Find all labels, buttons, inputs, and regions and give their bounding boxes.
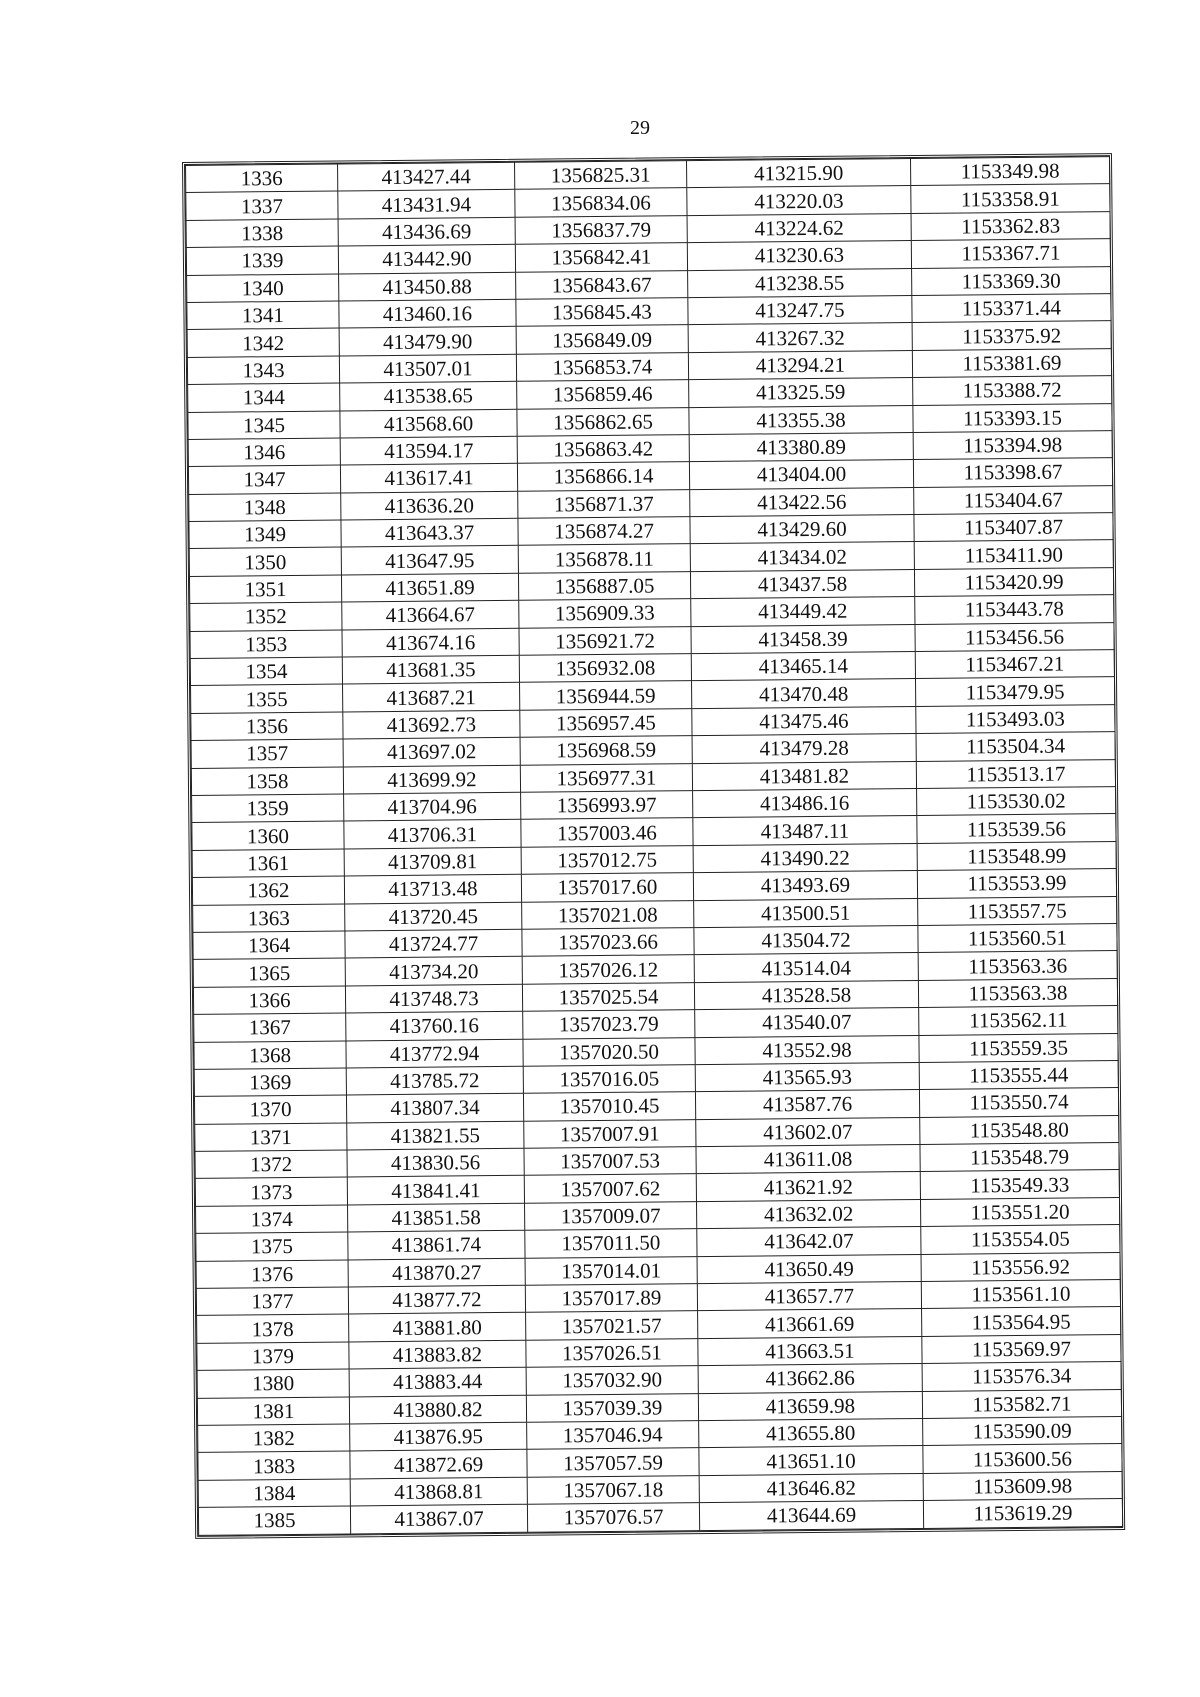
point-number-cell: 1377 [196,1287,348,1316]
x2-cell: 413487.11 [693,816,917,846]
y2-cell: 1153549.33 [920,1170,1119,1199]
y1-cell: 1357011.50 [525,1229,697,1258]
y2-cell: 1153467.21 [915,650,1114,679]
x2-cell: 413380.89 [689,432,913,462]
y1-cell: 1357010.45 [523,1092,695,1121]
x2-cell: 413224.62 [687,213,911,243]
x2-cell: 413470.48 [692,679,916,709]
x1-cell: 413442.90 [338,244,515,273]
point-number-cell: 1384 [198,1479,350,1508]
x2-cell: 413220.03 [687,186,911,216]
x1-cell: 413872.69 [350,1450,527,1479]
x1-cell: 413877.72 [348,1285,525,1314]
y2-cell: 1153369.30 [912,266,1111,295]
x2-cell: 413465.14 [691,652,915,682]
y2-cell: 1153576.34 [922,1362,1121,1391]
y1-cell: 1356887.05 [518,571,690,600]
y2-cell: 1153600.56 [923,1444,1122,1473]
x1-cell: 413880.82 [349,1395,526,1424]
y2-cell: 1153411.90 [914,540,1113,569]
x2-cell: 413514.04 [694,953,918,983]
y1-cell: 1356977.31 [520,763,692,792]
x2-cell: 413504.72 [694,925,918,955]
y2-cell: 1153550.74 [919,1088,1118,1117]
point-number-cell: 1373 [195,1177,347,1206]
y1-cell: 1356957.45 [520,708,692,737]
y1-cell: 1357007.91 [524,1119,696,1148]
y2-cell: 1153590.09 [923,1417,1122,1446]
x2-cell: 413663.51 [698,1336,922,1366]
x1-cell: 413692.73 [343,710,520,739]
point-number-cell: 1348 [189,493,341,522]
point-number-cell: 1346 [188,438,340,467]
x2-cell: 413355.38 [689,405,913,435]
x2-cell: 413230.63 [687,241,911,271]
y2-cell: 1153367.71 [911,239,1110,268]
x1-cell: 413617.41 [340,464,517,493]
x1-cell: 413748.73 [345,984,522,1013]
y2-cell: 1153609.98 [923,1471,1122,1500]
x2-cell: 413642.07 [697,1227,921,1257]
y1-cell: 1356825.31 [515,161,687,190]
point-number-cell: 1358 [191,767,343,796]
x1-cell: 413681.35 [342,655,519,684]
y2-cell: 1153530.02 [917,787,1116,816]
x2-cell: 413644.69 [699,1501,923,1531]
point-number-cell: 1354 [190,657,342,686]
y1-cell: 1356878.11 [518,544,690,573]
x2-cell: 413650.49 [697,1254,921,1284]
x1-cell: 413436.69 [338,217,515,246]
point-number-cell: 1341 [187,301,339,330]
x2-cell: 413267.32 [688,323,912,353]
point-number-cell: 1344 [188,383,340,412]
x1-cell: 413647.95 [341,546,518,575]
x2-cell: 413458.39 [691,624,915,654]
x2-cell: 413429.60 [690,515,914,545]
x2-cell: 413540.07 [695,1008,919,1038]
x2-cell: 413294.21 [688,350,912,380]
point-number-cell: 1338 [186,219,338,248]
x1-cell: 413881.80 [349,1313,526,1342]
y2-cell: 1153443.78 [915,595,1114,624]
x1-cell: 413876.95 [350,1422,527,1451]
y2-cell: 1153548.80 [920,1115,1119,1144]
point-number-cell: 1350 [189,547,341,576]
y1-cell: 1357014.01 [525,1256,697,1285]
x2-cell: 413657.77 [697,1281,921,1311]
x1-cell: 413720.45 [345,902,522,931]
x2-cell: 413661.69 [698,1309,922,1339]
y2-cell: 1153554.05 [921,1225,1120,1254]
y1-cell: 1357007.62 [524,1174,696,1203]
y1-cell: 1357017.60 [521,873,693,902]
coordinate-table-frame [182,153,1125,1538]
x1-cell: 413479.90 [339,327,516,356]
x2-cell: 413437.58 [690,569,914,599]
y1-cell: 1356863.42 [517,435,689,464]
x2-cell: 413611.08 [696,1145,920,1175]
y1-cell: 1356859.46 [517,380,689,409]
y2-cell: 1153569.97 [922,1334,1121,1363]
point-number-cell: 1342 [187,328,339,357]
y1-cell: 1357016.05 [523,1065,695,1094]
y1-cell: 1357021.57 [526,1311,698,1340]
y1-cell: 1357020.50 [523,1037,695,1066]
x1-cell: 413807.34 [346,1094,523,1123]
x2-cell: 413659.98 [698,1391,922,1421]
point-number-cell: 1378 [197,1314,349,1343]
y2-cell: 1153548.79 [920,1143,1119,1172]
point-number-cell: 1362 [192,876,344,905]
y1-cell: 1357076.57 [527,1503,699,1532]
y1-cell: 1357032.90 [526,1366,698,1395]
x2-cell: 413528.58 [694,980,918,1010]
x1-cell: 413772.94 [346,1039,523,1068]
y1-cell: 1357007.53 [524,1147,696,1176]
y2-cell: 1153513.17 [916,759,1115,788]
point-number-cell: 1355 [191,684,343,713]
y1-cell: 1356968.59 [520,736,692,765]
x1-cell: 413568.60 [340,409,517,438]
point-number-cell: 1361 [192,849,344,878]
y1-cell: 1356842.41 [515,243,687,272]
point-number-cell: 1359 [192,794,344,823]
y1-cell: 1356932.08 [519,654,691,683]
y2-cell: 1153493.03 [916,704,1115,733]
y2-cell: 1153404.67 [914,485,1113,514]
y2-cell: 1153563.36 [918,951,1117,980]
point-number-cell: 1381 [197,1397,349,1426]
x2-cell: 413632.02 [697,1199,921,1229]
x1-cell: 413830.56 [347,1148,524,1177]
x1-cell: 413867.07 [350,1504,527,1533]
point-number-cell: 1339 [186,246,338,275]
point-number-cell: 1368 [194,1040,346,1069]
y1-cell: 1357023.66 [522,928,694,957]
y2-cell: 1153479.95 [915,677,1114,706]
x1-cell: 413651.89 [341,573,518,602]
y2-cell: 1153562.11 [919,1006,1118,1035]
y1-cell: 1357039.39 [526,1393,698,1422]
y1-cell: 1356921.72 [519,626,691,655]
point-number-cell: 1374 [196,1205,348,1234]
x1-cell: 413450.88 [339,272,516,301]
y1-cell: 1356909.33 [519,599,691,628]
x2-cell: 413422.56 [690,487,914,517]
point-number-cell: 1367 [194,1013,346,1042]
x2-cell: 413602.07 [696,1117,920,1147]
x1-cell: 413861.74 [348,1230,525,1259]
x1-cell: 413785.72 [346,1066,523,1095]
x2-cell: 413662.86 [698,1364,922,1394]
y2-cell: 1153358.91 [911,184,1110,213]
x1-cell: 413460.16 [339,299,516,328]
y2-cell: 1153371.44 [912,294,1111,323]
y2-cell: 1153539.56 [917,814,1116,843]
point-number-cell: 1365 [193,958,345,987]
x1-cell: 413674.16 [342,628,519,657]
point-number-cell: 1349 [189,520,341,549]
y2-cell: 1153559.35 [919,1033,1118,1062]
point-number-cell: 1370 [194,1095,346,1124]
x2-cell: 413238.55 [688,268,912,298]
x1-cell: 413706.31 [344,820,521,849]
x2-cell: 413651.10 [699,1446,923,1476]
y1-cell: 1357003.46 [521,818,693,847]
y2-cell: 1153504.34 [916,732,1115,761]
x2-cell: 413646.82 [699,1473,923,1503]
y1-cell: 1357046.94 [527,1421,699,1450]
x2-cell: 413486.16 [693,788,917,818]
point-number-cell: 1363 [193,904,345,933]
x1-cell: 413883.82 [349,1340,526,1369]
y1-cell: 1357021.08 [522,900,694,929]
x1-cell: 413636.20 [341,491,518,520]
point-number-cell: 1371 [195,1123,347,1152]
y2-cell: 1153349.98 [911,157,1110,186]
x1-cell: 413704.96 [344,792,521,821]
point-number-cell: 1382 [198,1424,350,1453]
point-number-cell: 1357 [191,739,343,768]
x1-cell: 413724.77 [345,929,522,958]
x1-cell: 413760.16 [346,1011,523,1040]
x1-cell: 413664.67 [342,601,519,630]
point-number-cell: 1385 [198,1506,350,1535]
y2-cell: 1153619.29 [923,1499,1122,1528]
x2-cell: 413621.92 [696,1172,920,1202]
y1-cell: 1357025.54 [522,982,694,1011]
y2-cell: 1153398.67 [913,458,1112,487]
y1-cell: 1357067.18 [527,1475,699,1504]
x2-cell: 413215.90 [687,159,911,189]
point-number-cell: 1380 [197,1369,349,1398]
y1-cell: 1357017.89 [525,1284,697,1313]
x2-cell: 413449.42 [691,597,915,627]
y2-cell: 1153381.69 [912,348,1111,377]
y2-cell: 1153407.87 [914,513,1113,542]
y2-cell: 1153564.95 [922,1307,1121,1336]
x1-cell: 413883.44 [349,1367,526,1396]
point-number-cell: 1351 [189,575,341,604]
y2-cell: 1153548.99 [917,841,1116,870]
x1-cell: 413697.02 [343,737,520,766]
x2-cell: 413500.51 [694,898,918,928]
y1-cell: 1357026.12 [522,955,694,984]
x1-cell: 413821.55 [347,1121,524,1150]
coordinate-table-body [186,157,1123,1535]
x2-cell: 413587.76 [695,1090,919,1120]
x1-cell: 413427.44 [338,162,515,191]
point-number-cell: 1383 [198,1451,350,1480]
x2-cell: 413479.28 [692,734,916,764]
point-number-cell: 1360 [192,821,344,850]
x1-cell: 413594.17 [340,436,517,465]
y2-cell: 1153555.44 [919,1060,1118,1089]
page-number: 29 [630,117,650,139]
x1-cell: 413431.94 [338,190,515,219]
y2-cell: 1153388.72 [913,376,1112,405]
point-number-cell: 1366 [193,986,345,1015]
y2-cell: 1153456.56 [915,622,1114,651]
y1-cell: 1356874.27 [518,517,690,546]
x2-cell: 413552.98 [695,1035,919,1065]
y1-cell: 1357023.79 [523,1010,695,1039]
x1-cell: 413643.37 [341,518,518,547]
x2-cell: 413247.75 [688,295,912,325]
point-number-cell: 1376 [196,1260,348,1289]
x1-cell: 413699.92 [343,765,520,794]
x1-cell: 413507.01 [339,354,516,383]
x2-cell: 413481.82 [692,761,916,791]
y1-cell: 1356871.37 [518,489,690,518]
point-number-cell: 1356 [191,712,343,741]
x1-cell: 413851.58 [348,1203,525,1232]
x2-cell: 413434.02 [690,542,914,572]
y2-cell: 1153553.99 [917,869,1116,898]
x1-cell: 413709.81 [344,847,521,876]
y1-cell: 1357057.59 [527,1448,699,1477]
point-number-cell: 1353 [190,630,342,659]
x2-cell: 413490.22 [693,843,917,873]
point-number-cell: 1369 [194,1068,346,1097]
y1-cell: 1356944.59 [520,681,692,710]
y1-cell: 1356862.65 [517,407,689,436]
y2-cell: 1153394.98 [913,430,1112,459]
y1-cell: 1356993.97 [521,791,693,820]
y2-cell: 1153563.38 [918,978,1117,1007]
point-number-cell: 1379 [197,1342,349,1371]
y2-cell: 1153375.92 [912,321,1111,350]
y1-cell: 1356837.79 [515,215,687,244]
point-number-cell: 1347 [188,465,340,494]
x1-cell: 413713.48 [344,874,521,903]
y2-cell: 1153393.15 [913,403,1112,432]
y2-cell: 1153556.92 [921,1252,1120,1281]
point-number-cell: 1343 [187,356,339,385]
point-number-cell: 1337 [186,191,338,220]
x2-cell: 413325.59 [689,378,913,408]
x2-cell: 413655.80 [699,1418,923,1448]
point-number-cell: 1364 [193,931,345,960]
y1-cell: 1356849.09 [516,325,688,354]
x1-cell: 413870.27 [348,1258,525,1287]
point-number-cell: 1372 [195,1150,347,1179]
y2-cell: 1153557.75 [918,896,1117,925]
x1-cell: 413841.41 [347,1176,524,1205]
point-number-cell: 1340 [187,274,339,303]
y2-cell: 1153551.20 [920,1197,1119,1226]
x1-cell: 413687.21 [343,683,520,712]
x2-cell: 413493.69 [693,871,917,901]
y2-cell: 1153561.10 [921,1280,1120,1309]
point-number-cell: 1375 [196,1232,348,1261]
y1-cell: 1357012.75 [521,845,693,874]
x2-cell: 413404.00 [689,460,913,490]
y1-cell: 1356853.74 [516,352,688,381]
y2-cell: 1153362.83 [911,211,1110,240]
x1-cell: 413734.20 [345,957,522,986]
point-number-cell: 1336 [186,164,338,193]
x2-cell: 413475.46 [692,706,916,736]
y2-cell: 1153420.99 [914,567,1113,596]
y1-cell: 1356845.43 [516,298,688,327]
y2-cell: 1153560.51 [918,923,1117,952]
y2-cell: 1153582.71 [922,1389,1121,1418]
y1-cell: 1356866.14 [517,462,689,491]
coordinate-table [185,156,1123,1535]
x1-cell: 413538.65 [340,381,517,410]
y1-cell: 1357026.51 [526,1338,698,1367]
y1-cell: 1357009.07 [525,1201,697,1230]
point-number-cell: 1345 [188,411,340,440]
y1-cell: 1356834.06 [515,188,687,217]
point-number-cell: 1352 [190,602,342,631]
y1-cell: 1356843.67 [516,270,688,299]
x2-cell: 413565.93 [695,1062,919,1092]
x1-cell: 413868.81 [350,1477,527,1506]
